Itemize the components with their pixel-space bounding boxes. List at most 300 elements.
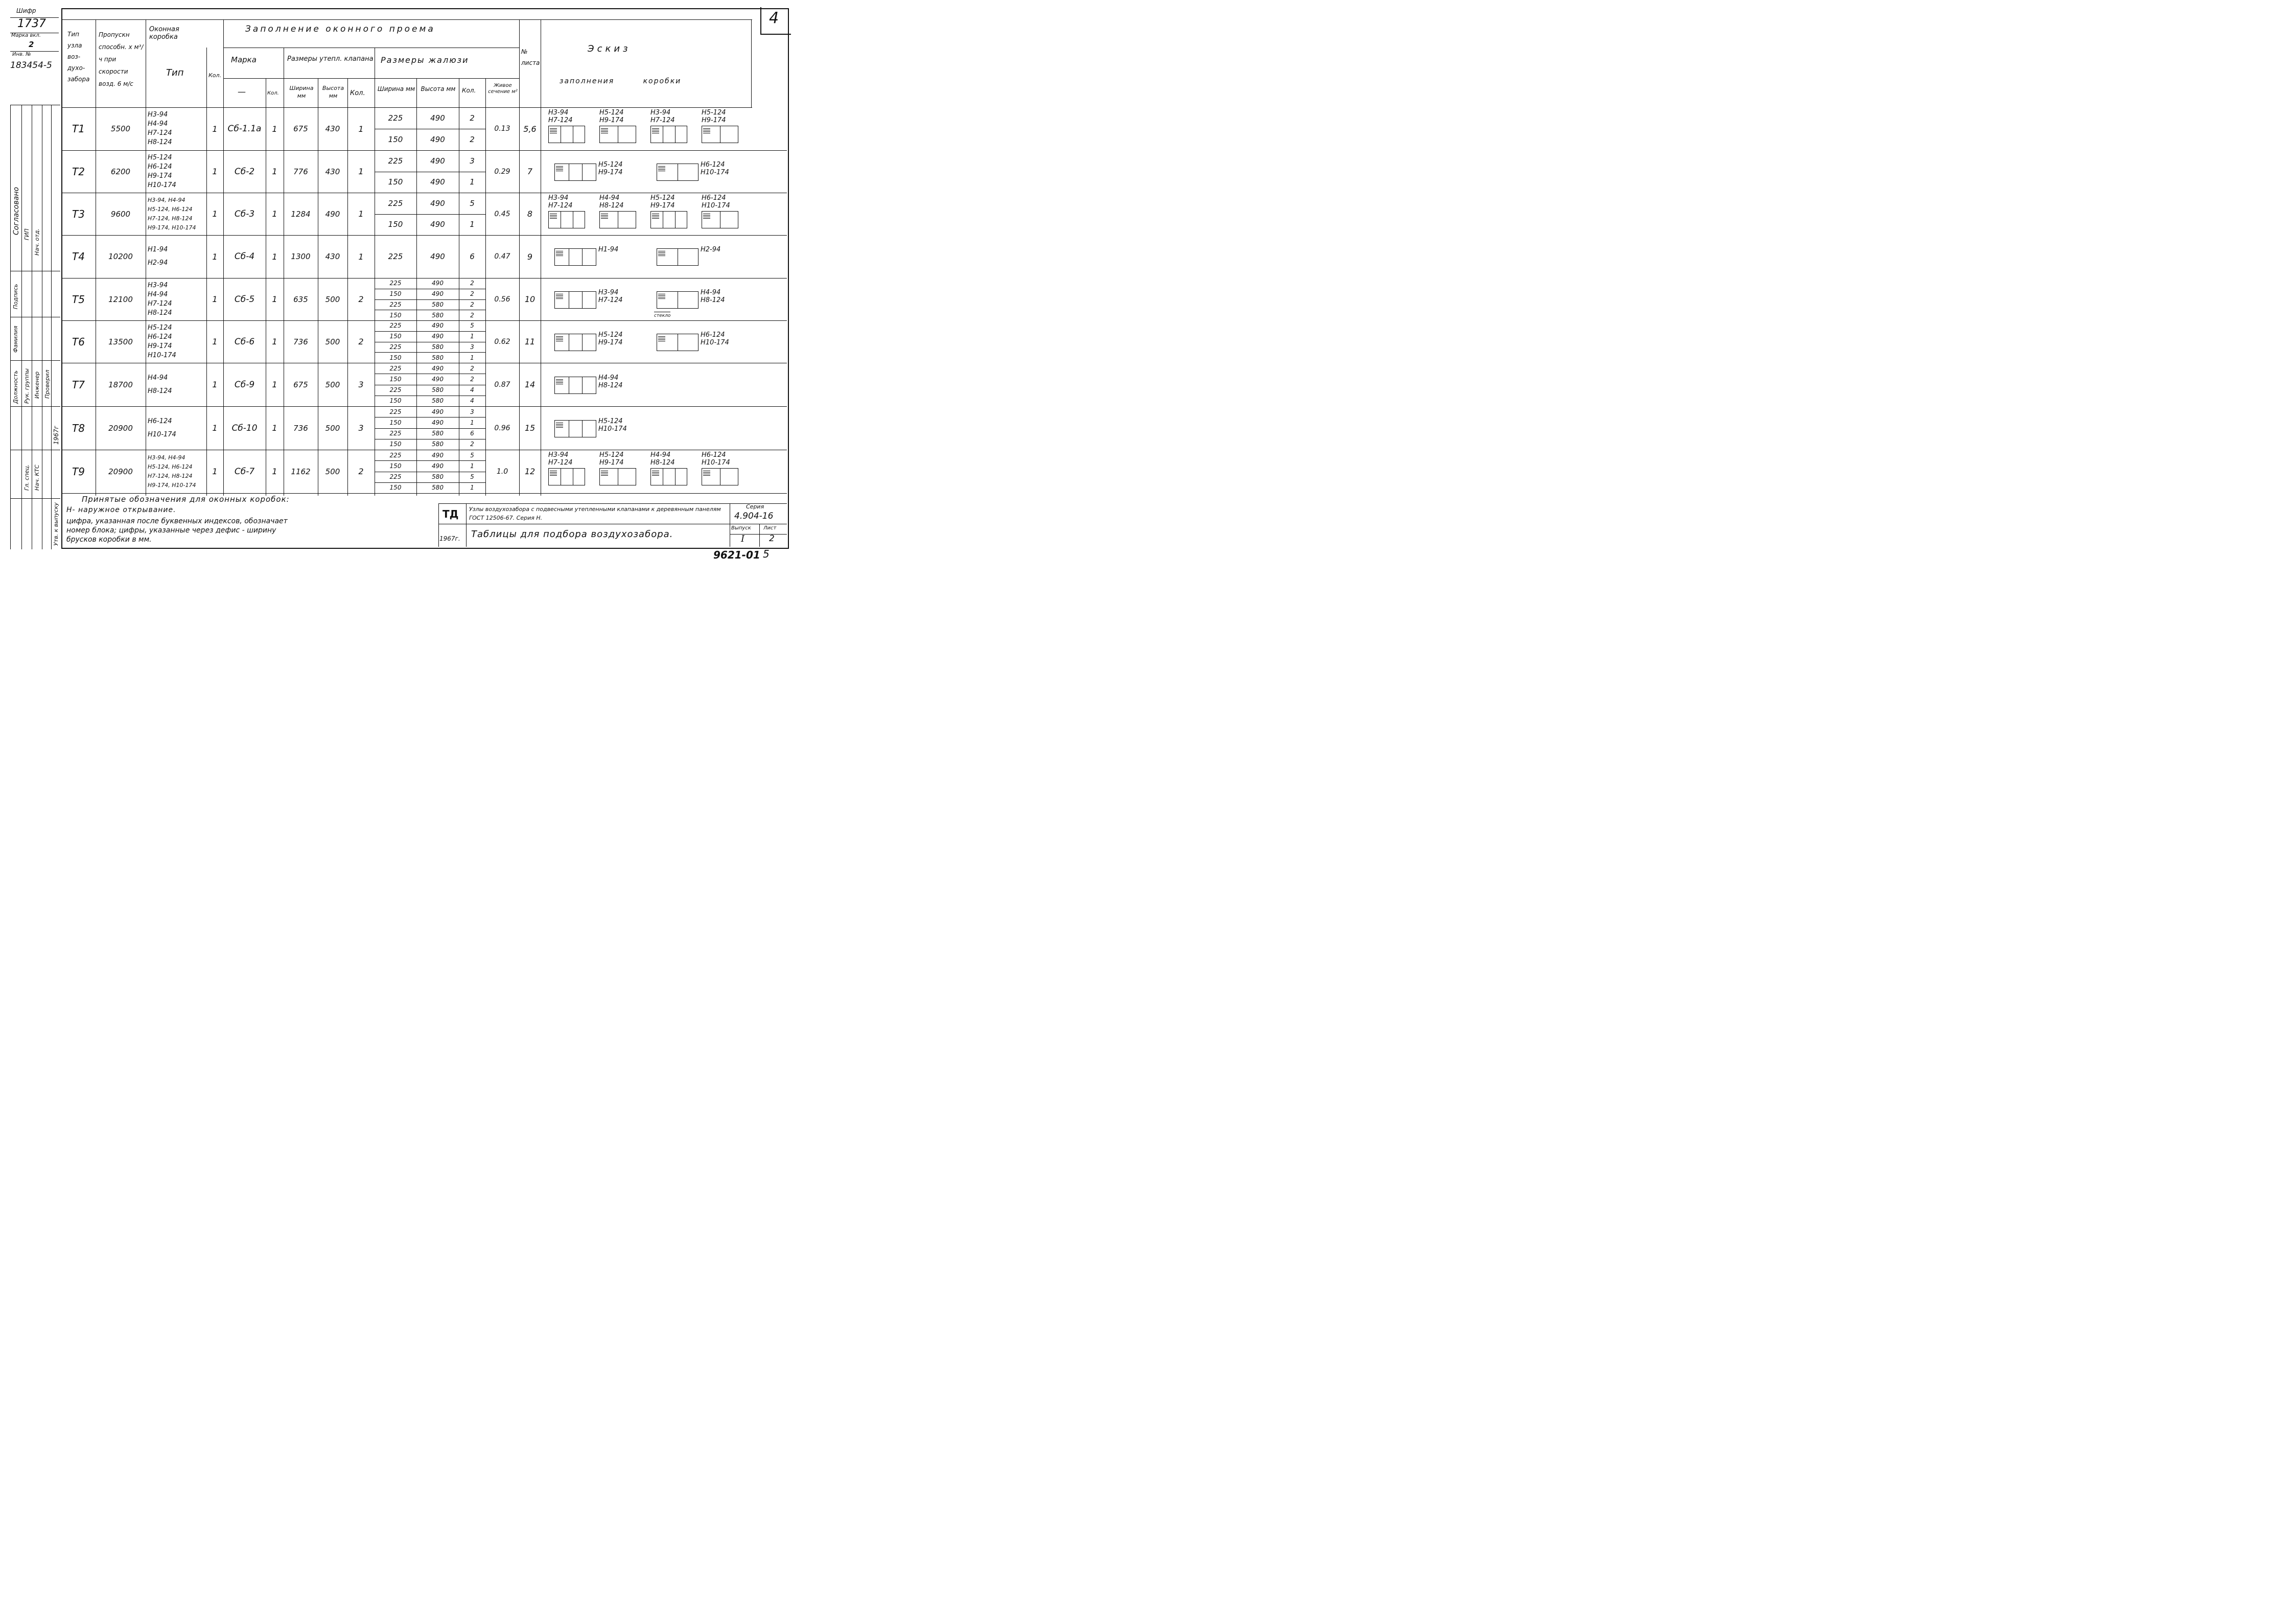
sketch-louver-hatch bbox=[652, 127, 659, 133]
row-live-section: 0.96 bbox=[494, 424, 510, 432]
sketch-divider bbox=[675, 469, 676, 485]
stamp-inv-value: 1737 bbox=[17, 17, 46, 30]
louver-height: 490 bbox=[430, 135, 445, 144]
row-box-types bbox=[148, 363, 205, 406]
header-sheet-no: № листа bbox=[521, 48, 540, 66]
louver-height: 490 bbox=[430, 198, 445, 208]
row-sheet-no: 9 bbox=[527, 251, 533, 262]
box-type-item: Н4-94 bbox=[148, 120, 168, 128]
row-valve-height: 430 bbox=[325, 252, 340, 261]
row-capacity: 10200 bbox=[108, 252, 133, 261]
louver-width: 225 bbox=[389, 364, 402, 372]
row-box-qty: 1 bbox=[212, 467, 218, 476]
louver-height: 580 bbox=[432, 311, 444, 319]
louver-qty: 2 bbox=[470, 440, 474, 448]
sketch-label-bottom: Н7-124 bbox=[548, 202, 573, 210]
louver-height: 490 bbox=[432, 280, 444, 287]
sketch-label-bottom: Н9-174 bbox=[650, 202, 675, 210]
row-valve-qty: 1 bbox=[358, 124, 364, 134]
header-type: Тип узла воз-духо-забора bbox=[67, 31, 90, 83]
sketch-label-top: Н4-94 bbox=[598, 374, 619, 382]
box-type-item: Н1-94 bbox=[148, 246, 168, 253]
louver-height: 490 bbox=[432, 322, 444, 330]
box-type-item: Н9-174 bbox=[148, 342, 172, 350]
box-type-item: Н7-124 bbox=[148, 129, 172, 137]
box-type-item: Н7-124, Н8-124 bbox=[148, 472, 193, 479]
louver-width: 225 bbox=[389, 451, 402, 459]
note-line-2: Н- наружное открывание. bbox=[66, 506, 176, 514]
louver-height: 580 bbox=[432, 300, 444, 308]
row-valve-qty: 3 bbox=[358, 380, 364, 389]
sketch-label-bottom: Н8-124 bbox=[650, 459, 675, 467]
row-valve-height: 490 bbox=[325, 209, 340, 219]
row-valve-height: 500 bbox=[325, 380, 340, 389]
window-box-sketch bbox=[702, 126, 738, 143]
header-mark: Марка bbox=[231, 55, 257, 64]
header-mark-qty: Кол. bbox=[267, 90, 279, 96]
box-type-item: Н4-94 bbox=[148, 290, 168, 298]
header-mark-dash: — bbox=[238, 87, 246, 97]
sketch-louver-hatch bbox=[703, 127, 710, 133]
louver-height: 490 bbox=[430, 252, 445, 261]
box-type-item: Н9-174, Н10-174 bbox=[148, 224, 196, 231]
louver-height: 580 bbox=[432, 473, 444, 481]
sketch-label-bottom: Н10-174 bbox=[702, 459, 730, 467]
row-capacity: 6200 bbox=[110, 167, 131, 176]
sketch-note: стекло bbox=[654, 312, 670, 319]
row-mark: Сб-4 bbox=[234, 251, 255, 262]
row-capacity: 13500 bbox=[108, 337, 133, 346]
window-box-sketch bbox=[554, 248, 596, 266]
row-mark-qty: 1 bbox=[272, 380, 277, 389]
row-box-types bbox=[148, 150, 205, 193]
louver-qty: 2 bbox=[470, 311, 474, 319]
sketch-divider bbox=[675, 212, 676, 228]
header-box-type: Тип bbox=[166, 67, 184, 78]
row-valve-qty: 1 bbox=[358, 167, 364, 176]
window-box-sketch bbox=[657, 248, 698, 266]
row-valve-height: 500 bbox=[325, 423, 340, 433]
louver-width: 225 bbox=[389, 408, 402, 415]
louver-qty: 1 bbox=[470, 484, 474, 492]
sketch-divider bbox=[582, 377, 583, 393]
row-type: Т7 bbox=[72, 378, 85, 391]
sketch-divider bbox=[675, 126, 676, 143]
row-box-types bbox=[148, 406, 205, 450]
header-louver-h: Высота мм bbox=[421, 85, 456, 92]
louver-qty: 1 bbox=[470, 354, 474, 361]
row-capacity: 20900 bbox=[108, 423, 133, 433]
row-live-section: 0.56 bbox=[494, 295, 510, 304]
row-mark: Сб-3 bbox=[234, 208, 255, 219]
issue-value: I bbox=[741, 533, 745, 544]
sketch-label-top: Н5-124 bbox=[598, 160, 623, 169]
window-box-sketch bbox=[702, 468, 738, 485]
note-line-4: номер блока; цифры, указанные через дефис - ширину bbox=[66, 526, 276, 535]
box-type-item: Н3-94 bbox=[148, 111, 168, 119]
row-box-qty: 1 bbox=[212, 124, 218, 134]
side-gip: ГИП bbox=[24, 228, 30, 240]
row-mark-qty: 1 bbox=[272, 124, 277, 134]
row-valve-height: 500 bbox=[325, 337, 340, 346]
stamp-marka-value: 2 bbox=[29, 40, 34, 49]
louver-height: 580 bbox=[432, 430, 444, 437]
row-sheet-no: 7 bbox=[527, 167, 533, 176]
louver-qty: 1 bbox=[470, 220, 475, 229]
louver-qty: 5 bbox=[470, 451, 474, 459]
row-sheet-no: 8 bbox=[527, 209, 533, 219]
sketch-louver-hatch bbox=[658, 335, 665, 341]
header-live: Живое сечение м² bbox=[488, 83, 518, 95]
sketch-label-top: Н3-94 bbox=[548, 194, 569, 202]
sketch-divider bbox=[582, 334, 583, 351]
bottom-page: 5 bbox=[763, 548, 770, 560]
sketch-label-top: Н6-124 bbox=[701, 331, 725, 339]
row-mark: Сб-6 bbox=[234, 336, 255, 347]
row-box-types bbox=[148, 450, 205, 493]
title-year: 1967г. bbox=[439, 535, 460, 542]
sketch-label-bottom: Н7-124 bbox=[548, 459, 573, 467]
side-prov: Проверил bbox=[44, 369, 51, 399]
window-box-sketch bbox=[554, 334, 596, 351]
row-valve-width: 776 bbox=[293, 167, 308, 176]
sketch-louver-hatch bbox=[652, 213, 659, 219]
sketch-louver-hatch bbox=[703, 213, 710, 219]
box-type-item: Н7-124, Н8-124 bbox=[148, 215, 193, 222]
row-sheet-no: 14 bbox=[524, 380, 535, 389]
header-box: Оконная коробка bbox=[149, 26, 179, 41]
row-mark-qty: 1 bbox=[272, 167, 277, 176]
louver-width: 225 bbox=[389, 473, 402, 481]
sketch-louver-hatch bbox=[556, 422, 563, 428]
row-mark: Сб-7 bbox=[234, 466, 255, 477]
louver-qty: 4 bbox=[470, 397, 474, 405]
sketch-divider bbox=[582, 164, 583, 180]
title-name: Таблицы для подбора воздухозабора. bbox=[471, 529, 673, 540]
louver-width: 150 bbox=[389, 397, 402, 405]
row-valve-qty: 2 bbox=[358, 294, 364, 304]
stamp-inv-no-value: 183454-5 bbox=[10, 60, 52, 71]
side-date: 1967г bbox=[53, 426, 60, 445]
window-box-sketch bbox=[548, 468, 585, 485]
louver-width: 150 bbox=[389, 290, 402, 298]
window-box-sketch bbox=[548, 126, 585, 143]
window-box-sketch bbox=[599, 211, 636, 228]
row-valve-qty: 3 bbox=[358, 423, 364, 433]
box-type-item: Н8-124 bbox=[148, 138, 172, 146]
row-sheet-no: 12 bbox=[524, 467, 535, 476]
box-type-item: Н4-94 bbox=[148, 374, 168, 382]
side-col1: Должность bbox=[12, 370, 19, 404]
row-mark: Сб-1.1а bbox=[227, 124, 262, 134]
window-box-sketch bbox=[657, 164, 698, 181]
series-value: 4.904-16 bbox=[734, 511, 774, 521]
row-valve-width: 736 bbox=[293, 337, 308, 346]
row-sheet-no: 15 bbox=[524, 423, 535, 433]
louver-height: 490 bbox=[432, 451, 444, 459]
louver-height: 490 bbox=[432, 419, 444, 426]
louver-width: 150 bbox=[389, 419, 402, 426]
louver-width: 150 bbox=[388, 135, 403, 144]
stamp-inv-no-label: Инв. № bbox=[12, 52, 31, 57]
row-valve-qty: 1 bbox=[358, 251, 364, 262]
row-box-types bbox=[148, 107, 205, 150]
louver-height: 580 bbox=[432, 440, 444, 448]
row-sheet-no: 10 bbox=[524, 294, 535, 304]
row-mark: Сб-9 bbox=[234, 379, 255, 390]
row-valve-qty: 2 bbox=[358, 467, 364, 476]
sketch-louver-hatch bbox=[703, 470, 710, 476]
side-ing: Инженер bbox=[34, 371, 40, 399]
louver-height: 580 bbox=[432, 354, 444, 361]
box-type-item: Н5-124, Н6-124 bbox=[148, 463, 193, 470]
row-valve-height: 430 bbox=[325, 167, 340, 176]
sketch-louver-hatch bbox=[658, 293, 665, 299]
box-type-item: Н5-124 bbox=[148, 153, 172, 161]
sketch-louver-hatch bbox=[658, 165, 665, 171]
sketch-label-top: Н5-124 bbox=[702, 109, 726, 117]
header-box-qty: Кол. bbox=[208, 72, 222, 79]
louver-qty: 5 bbox=[470, 322, 474, 330]
sketch-label-top: Н4-94 bbox=[599, 194, 620, 202]
row-type: Т8 bbox=[72, 422, 85, 434]
sketch-label-bottom: Н7-124 bbox=[650, 117, 675, 124]
louver-qty: 1 bbox=[470, 462, 474, 470]
title-org: ТД bbox=[443, 508, 459, 520]
window-box-sketch bbox=[599, 126, 636, 143]
window-box-sketch bbox=[554, 291, 596, 309]
box-type-item: Н2-94 bbox=[148, 259, 168, 267]
row-divider bbox=[61, 493, 787, 494]
sketch-label-top: Н3-94 bbox=[650, 109, 671, 117]
row-valve-width: 736 bbox=[293, 423, 308, 433]
sketch-louver-hatch bbox=[658, 250, 665, 256]
window-box-sketch bbox=[657, 334, 698, 351]
sketch-louver-hatch bbox=[556, 335, 563, 341]
louver-qty: 4 bbox=[470, 386, 474, 394]
louver-qty: 3 bbox=[470, 156, 475, 166]
sketch-label-top: Н2-94 bbox=[701, 246, 721, 253]
header-valve: Размеры утепл. клапана bbox=[287, 55, 374, 63]
row-valve-width: 1284 bbox=[291, 209, 311, 219]
window-box-sketch bbox=[548, 211, 585, 228]
louver-width: 225 bbox=[388, 252, 403, 261]
box-type-item: Н10-174 bbox=[148, 351, 176, 359]
louver-width: 150 bbox=[389, 375, 402, 383]
sheet-label: Лист bbox=[763, 525, 777, 531]
row-mark-qty: 1 bbox=[272, 467, 277, 476]
louver-width: 225 bbox=[389, 386, 402, 394]
sketch-louver-hatch bbox=[652, 470, 659, 476]
box-type-item: Н6-124 bbox=[148, 163, 172, 171]
side-ruk: Рук. группы bbox=[24, 368, 30, 404]
row-live-section: 0.13 bbox=[494, 125, 510, 133]
louver-height: 580 bbox=[432, 484, 444, 492]
louver-qty: 6 bbox=[470, 430, 474, 437]
box-type-item: Н10-174 bbox=[148, 181, 176, 189]
window-box-sketch bbox=[650, 468, 687, 485]
sketch-louver-hatch bbox=[550, 127, 557, 133]
note-line-3: цифра, указанная после буквенных индексов, обозначает bbox=[66, 517, 288, 525]
louver-width: 225 bbox=[388, 113, 403, 123]
row-live-section: 1.0 bbox=[496, 467, 508, 476]
sketch-louver-hatch bbox=[601, 213, 608, 219]
header-louver-qty: Кол. bbox=[462, 87, 476, 94]
box-type-item: Н9-174 bbox=[148, 172, 172, 180]
sketch-label-top: Н3-94 bbox=[548, 109, 569, 117]
louver-width: 150 bbox=[388, 220, 403, 229]
row-valve-width: 675 bbox=[293, 124, 308, 133]
sketch-label-top: Н5-124 bbox=[598, 331, 623, 339]
sketch-label-top: Н4-94 bbox=[701, 288, 721, 296]
louver-width: 225 bbox=[388, 198, 403, 208]
window-box-sketch bbox=[702, 211, 738, 228]
louver-height: 490 bbox=[432, 333, 444, 340]
series-label: Серия bbox=[746, 503, 764, 510]
sketch-louver-hatch bbox=[556, 165, 563, 171]
louver-qty: 1 bbox=[470, 333, 474, 340]
sketch-label-bottom: Н9-174 bbox=[599, 459, 624, 467]
title-desc: Узлы воздухозабора с подвесными утепленными клапанами к деревянным панелям ГОСТ 12506-67. Серия Н. bbox=[469, 506, 721, 521]
louver-qty: 2 bbox=[470, 113, 475, 123]
row-live-section: 0.47 bbox=[494, 252, 510, 261]
row-box-qty: 1 bbox=[212, 209, 218, 219]
row-capacity: 18700 bbox=[108, 380, 133, 389]
row-capacity: 20900 bbox=[108, 467, 133, 476]
row-valve-width: 675 bbox=[293, 380, 308, 389]
louver-height: 490 bbox=[432, 462, 444, 470]
row-box-qty: 1 bbox=[212, 423, 218, 433]
sketch-label-bottom: Н7-124 bbox=[598, 296, 623, 304]
row-box-types bbox=[148, 320, 205, 363]
note-line-5: брусков коробки в мм. bbox=[66, 536, 152, 544]
row-box-qty: 1 bbox=[212, 251, 218, 262]
row-box-types bbox=[148, 193, 205, 235]
header-valve-qty: Кол. bbox=[350, 89, 365, 97]
louver-height: 490 bbox=[432, 364, 444, 372]
sketch-louver-hatch bbox=[556, 293, 563, 299]
sketch-label-top: Н5-124 bbox=[650, 194, 675, 202]
row-box-qty: 1 bbox=[212, 337, 218, 346]
window-box-sketch bbox=[554, 377, 596, 394]
louver-width: 150 bbox=[388, 177, 403, 187]
row-live-section: 0.62 bbox=[494, 337, 510, 346]
louver-qty: 5 bbox=[470, 473, 474, 481]
row-live-section: 0.45 bbox=[494, 210, 510, 218]
box-type-item: Н3-94, Н4-94 bbox=[148, 196, 185, 203]
louver-height: 490 bbox=[430, 113, 445, 123]
sketch-label-bottom: Н8-124 bbox=[599, 202, 624, 210]
sketch-label-top: Н5-124 bbox=[598, 417, 623, 425]
header-sketch: Эскиз bbox=[588, 43, 631, 54]
side-col2: Фамилия bbox=[12, 326, 19, 353]
louver-height: 490 bbox=[430, 220, 445, 229]
louver-qty: 2 bbox=[470, 290, 474, 298]
row-type: Т5 bbox=[72, 293, 85, 306]
row-box-types bbox=[148, 278, 205, 320]
louver-width: 225 bbox=[389, 343, 402, 351]
row-valve-width: 635 bbox=[293, 294, 308, 304]
sketch-label-bottom: Н9-174 bbox=[702, 117, 726, 124]
sketch-label-top: Н6-124 bbox=[702, 451, 726, 459]
row-mark-qty: 1 bbox=[272, 294, 277, 304]
row-box-qty: 1 bbox=[212, 167, 218, 176]
window-box-sketch bbox=[657, 291, 698, 309]
window-box-sketch bbox=[650, 211, 687, 228]
box-type-item: Н8-124 bbox=[148, 309, 172, 317]
side-nach: Нач. отд. bbox=[34, 228, 40, 256]
louver-height: 580 bbox=[432, 397, 444, 405]
row-valve-height: 430 bbox=[325, 124, 340, 133]
sheet-value: 2 bbox=[769, 533, 775, 544]
row-valve-qty: 2 bbox=[358, 337, 364, 346]
row-mark-qty: 1 bbox=[272, 337, 277, 346]
louver-width: 150 bbox=[389, 354, 402, 361]
box-type-item: Н6-124 bbox=[148, 417, 172, 425]
sketch-divider bbox=[582, 249, 583, 265]
row-mark: Сб-2 bbox=[234, 166, 255, 177]
louver-qty: 3 bbox=[470, 408, 474, 415]
louver-qty: 1 bbox=[470, 419, 474, 426]
bottom-code: 9621-01 bbox=[713, 549, 760, 561]
box-type-item: Н9-174, Н10-174 bbox=[148, 481, 196, 489]
louver-height: 490 bbox=[432, 375, 444, 383]
row-live-section: 0.29 bbox=[494, 167, 510, 176]
row-mark: Сб-5 bbox=[234, 294, 255, 305]
louver-qty: 2 bbox=[470, 375, 474, 383]
louver-qty: 5 bbox=[470, 198, 475, 208]
row-mark-qty: 1 bbox=[272, 423, 277, 433]
louver-qty: 2 bbox=[470, 364, 474, 372]
sketch-label-bottom: Н10-174 bbox=[598, 425, 627, 433]
sketch-label-top: Н1-94 bbox=[598, 246, 619, 253]
sketch-label-top: Н3-94 bbox=[598, 288, 619, 296]
sketch-label-bottom: Н10-174 bbox=[701, 168, 729, 176]
louver-height: 580 bbox=[432, 343, 444, 351]
row-mark-qty: 1 bbox=[272, 209, 277, 219]
row-mark: Сб-10 bbox=[231, 423, 258, 433]
box-type-item: Н3-94 bbox=[148, 281, 168, 289]
sketch-label-top: Н6-124 bbox=[701, 160, 725, 169]
sketch-label-bottom: Н10-174 bbox=[701, 338, 729, 346]
window-box-sketch bbox=[554, 420, 596, 437]
box-type-item: Н6-124 bbox=[148, 333, 172, 341]
sketch-label-top: Н5-124 bbox=[599, 451, 624, 459]
box-type-item: Н10-174 bbox=[148, 430, 176, 438]
sketch-label-bottom: Н9-174 bbox=[599, 117, 624, 124]
row-box-qty: 1 bbox=[212, 294, 218, 304]
row-sheet-no: 5,6 bbox=[523, 124, 537, 134]
row-valve-qty: 1 bbox=[358, 209, 364, 219]
box-type-item: Н3-94, Н4-94 bbox=[148, 454, 185, 461]
row-mark-qty: 1 bbox=[272, 251, 277, 262]
row-live-section: 0.87 bbox=[494, 380, 510, 389]
row-valve-height: 500 bbox=[325, 294, 340, 304]
window-box-sketch bbox=[650, 126, 687, 143]
side-gl-spec: Гл. спец. bbox=[24, 464, 30, 491]
sketch-louver-hatch bbox=[601, 127, 608, 133]
sketch-label-bottom: Н9-174 bbox=[598, 338, 623, 346]
box-type-item: Н8-124 bbox=[148, 387, 172, 395]
row-valve-width: 1300 bbox=[291, 252, 311, 261]
louver-width: 150 bbox=[389, 440, 402, 448]
row-box-qty: 1 bbox=[212, 380, 218, 389]
sketch-divider bbox=[582, 292, 583, 308]
row-type: Т3 bbox=[72, 207, 85, 220]
note-line-1: Принятые обозначения для оконных коробок: bbox=[82, 495, 290, 504]
header-capacity: Пропускн способн. х м³/ч при скорости возд. 6 м/с bbox=[99, 31, 144, 87]
sketch-divider bbox=[582, 421, 583, 437]
